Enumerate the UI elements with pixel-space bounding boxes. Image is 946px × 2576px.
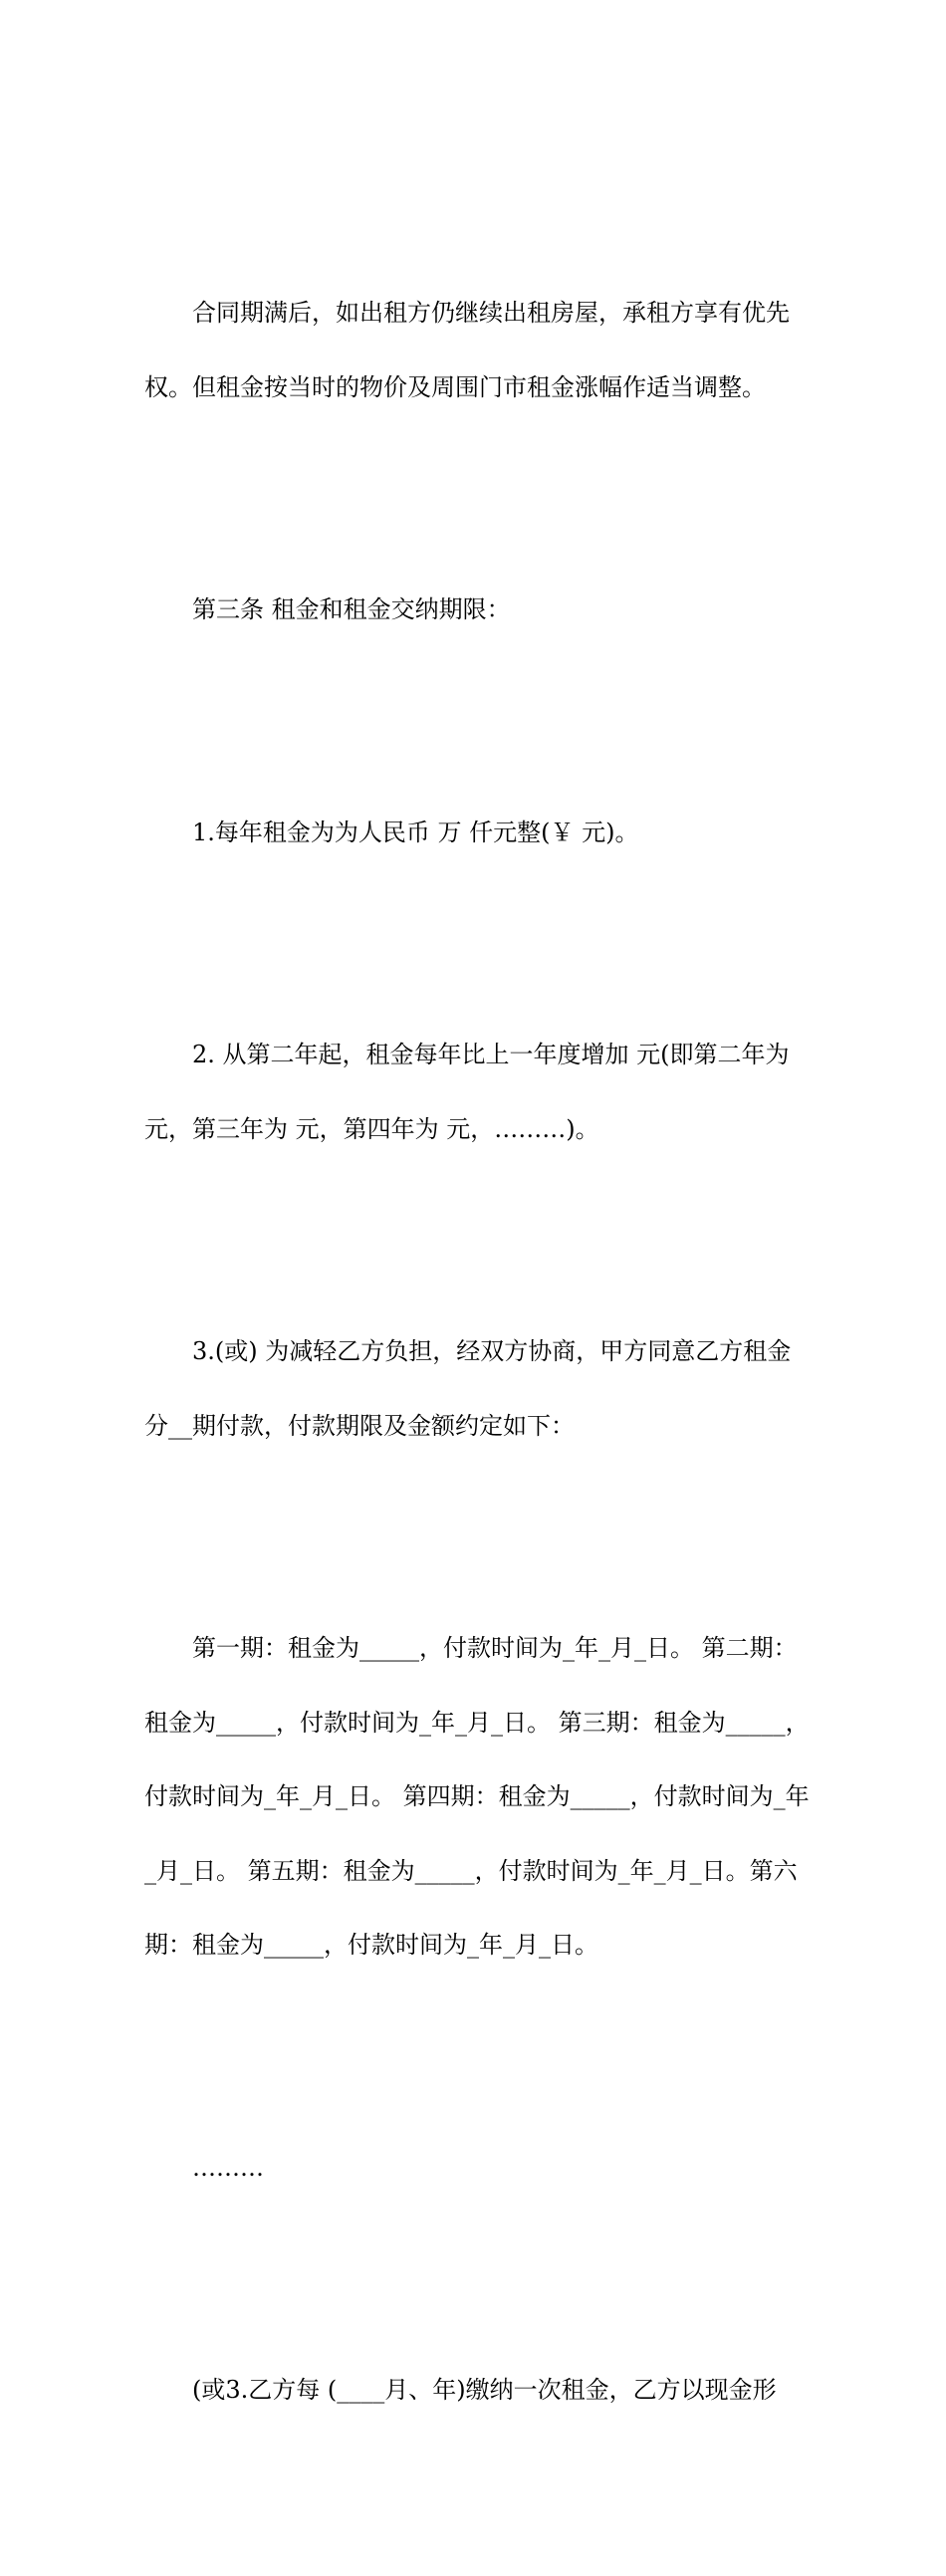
paragraph-installment-agreement: 3.(或) 为减轻乙方负担，经双方协商，甲方同意乙方租金分__期付款，付款期限及金额约定如下： [144,1337,792,1440]
paragraph-payment-frequency: (或3.乙方每 (____月、年)缴纳一次租金，乙方以现金形 [192,2376,777,2404]
paragraph-installment-schedule: 第一期：租金为_____，付款时间为_年_月_日。 第二期：租金为_____，付款时间为_年_月_日。 第三期：租金为_____，付款时间为_年_月_日。 第四期：租金为_____，付款时间为_年_月_日。 第五期：租金为_____，付款时间为_年_月_日。第六期：租金为_____，付款时间为_年_月_日。 [144,1634,810,1959]
paragraph-lease-renewal: 合同期满后，如出租方仍继续出租房屋，承租方享有优先权。但租金按当时的物价及周围门市租金涨幅作适当调整。 [144,299,790,401]
paragraph-ellipsis: ……… [192,2153,264,2182]
paragraph-annual-rent: 1.每年租金为为人民币 万 仟元整(￥ 元)。 [192,818,639,846]
paragraph-rent-increase: 2. 从第二年起，租金每年比上一年度增加 元(即第二年为元，第三年为 元，第四年为 元，………)。 [144,1041,790,1143]
document-body [144,127,810,2576]
paragraph-article-three-heading: 第三条 租金和租金交纳期限： [192,595,511,623]
